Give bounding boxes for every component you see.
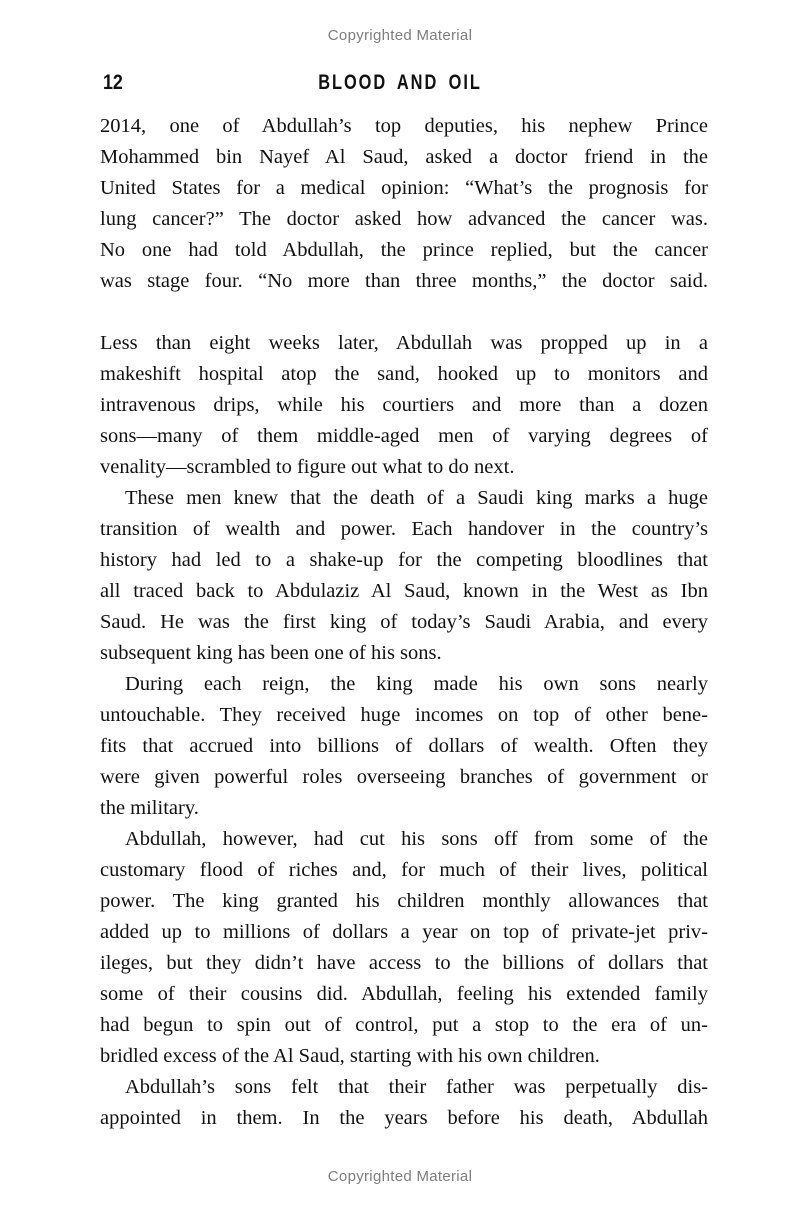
text-line: No one had told Abdullah, the prince replied, but the cancer <box>100 239 708 261</box>
text-line: history had led to a shake-up for the competing bloodlines that <box>100 549 708 571</box>
text-line: These men knew that the death of a Saudi king marks a huge <box>125 487 708 509</box>
text-line: makeshift hospital atop the sand, hooked up to monitors and <box>100 363 708 385</box>
paragraph <box>100 824 708 1072</box>
text-line: the military. <box>100 797 199 819</box>
paragraph <box>100 1072 708 1134</box>
copyright-notice-bottom: Copyrighted Material <box>327 1168 473 1185</box>
page-number: 12 <box>103 71 123 94</box>
page-header <box>0 71 800 93</box>
text-line: was stage four. “No more than three months,” the doctor said. <box>100 270 708 292</box>
text-line: Abdullah’s sons felt that their father was perpetually dis- <box>125 1076 708 1098</box>
text-line: untouchable. They received huge incomes on top of other bene- <box>100 704 708 726</box>
copyright-notice-top: Copyrighted Material <box>327 27 473 44</box>
text-line: bridled excess of the Al Saud, starting with his own children. <box>100 1045 600 1067</box>
text-line: power. The king granted his children monthly allowances that <box>100 890 708 912</box>
text-line: subsequent king has been one of his sons. <box>100 642 442 664</box>
text-line: fits that accrued into billions of dollars of wealth. Often they <box>100 735 708 757</box>
text-line: appointed in them. In the years before his death, Abdullah <box>100 1107 708 1129</box>
text-line: Saud. He was the first king of today’s Saudi Arabia, and every <box>100 611 708 633</box>
paragraph <box>100 669 708 824</box>
text-line: added up to millions of dollars a year on top of private-jet priv- <box>100 921 708 943</box>
text-line: Mohammed bin Nayef Al Saud, asked a doctor friend in the <box>100 146 708 168</box>
running-title: BLOOD AND OIL <box>318 71 482 94</box>
text-line: Less than eight weeks later, Abdullah was propped up in a <box>100 332 708 354</box>
paragraph <box>100 483 708 669</box>
body-text <box>100 111 708 1134</box>
text-line: Abdullah, however, had cut his sons off from some of the <box>125 828 708 850</box>
text-line: customary flood of riches and, for much of their lives, political <box>100 859 708 881</box>
text-line: United States for a medical opinion: “What’s the prognosis for <box>100 177 708 199</box>
text-line: sons—many of them middle-aged men of varying degrees of <box>100 425 708 447</box>
text-line: transition of wealth and power. Each handover in the country’s <box>100 518 708 540</box>
text-line: lung cancer?” The doctor asked how advanced the cancer was. <box>100 208 708 230</box>
section-break <box>100 297 708 328</box>
text-line: During each reign, the king made his own sons nearly <box>125 673 708 695</box>
text-line: some of their cousins did. Abdullah, feeling his extended family <box>100 983 708 1005</box>
text-line: intravenous drips, while his courtiers and more than a dozen <box>100 394 708 416</box>
paragraph <box>100 328 708 483</box>
text-line: all traced back to Abdulaziz Al Saud, known in the West as Ibn <box>100 580 708 602</box>
text-line: ileges, but they didn’t have access to the billions of dollars that <box>100 952 708 974</box>
text-line: were given powerful roles overseeing branches of government or <box>100 766 708 788</box>
text-line: had begun to spin out of control, put a stop to the era of un- <box>100 1014 708 1036</box>
text-line: 2014, one of Abdullah’s top deputies, his nephew Prince <box>100 115 708 137</box>
paragraph <box>100 111 708 297</box>
text-line: venality—scrambled to figure out what to do next. <box>100 456 515 478</box>
